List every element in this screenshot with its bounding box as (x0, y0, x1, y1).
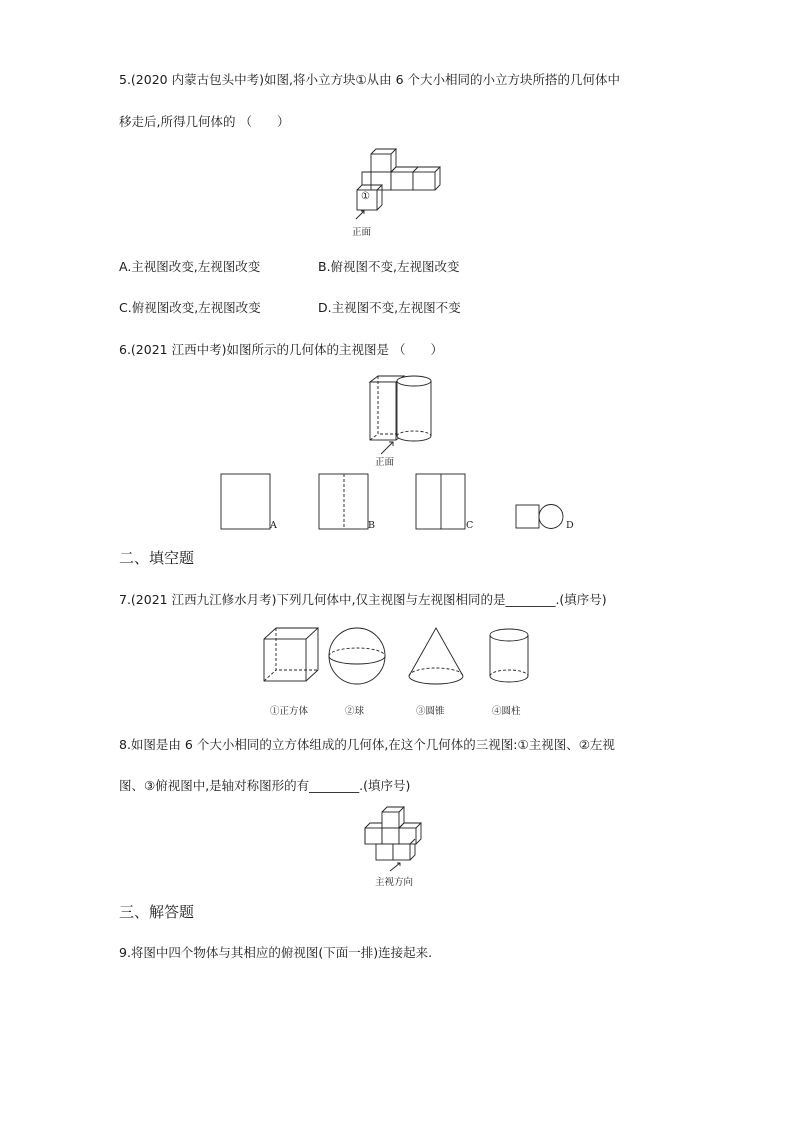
q7-cube (264, 628, 318, 681)
q8-cube-figure (360, 806, 435, 876)
q6-option-a-view (221, 474, 270, 529)
q6-option-c-view (416, 474, 465, 529)
q7-text-line1: 7.(2021 江西九江修水月考)下列几何体中,仅主视图与左视图相同的是________.(填序号) (119, 592, 607, 607)
q6-option-b-view (319, 474, 368, 529)
q5-cube-marker: ① (361, 191, 370, 202)
q6-figure-caption: 正面 (375, 457, 395, 468)
q8-text-line2: 图、③俯视图中,是轴对称图形的有________.(填序号) (119, 778, 411, 793)
q8-text-line1: 8.如图是由 6 个大小相同的立方体组成的几何体,在这个几何体的三视图:①主视图、②左视 (119, 737, 615, 752)
q7-solids-figure (262, 626, 537, 688)
q7-cone (409, 628, 463, 684)
q5-cube-figure (350, 148, 450, 223)
section-heading-fill-in: 二、填空题 (119, 549, 195, 567)
q6-option-d-view (516, 505, 539, 528)
q8-figure-caption: 主视方向 (375, 877, 414, 888)
q7-label-cylinder: ④圆柱 (492, 706, 521, 717)
q7-sphere (329, 628, 385, 684)
q7-label-cone: ③圆锥 (416, 706, 445, 717)
q6-option-d-label: D (566, 520, 574, 531)
q6-option-c-label: C (466, 520, 474, 531)
q6-option-a-label: A (270, 520, 277, 531)
q5-option-b: B.俯视图不变,左视图改变 (318, 259, 460, 274)
q6-solid-figure (365, 374, 440, 464)
q6-option-b-label: B (368, 520, 375, 531)
section-heading-solutions: 三、解答题 (119, 903, 195, 921)
q5-option-d: D.主视图不变,左视图不变 (318, 300, 461, 315)
q5-text-line2: 移走后,所得几何体的 （ ） (119, 114, 290, 129)
q5-text-line1: 5.(2020 内蒙古包头中考)如图,将小立方块①从由 6 个大小相同的小立方块所搭的几何体中 (119, 72, 621, 87)
q7-cylinder (490, 629, 528, 682)
q7-label-cube: ①正方体 (270, 706, 309, 717)
q6-text-line1: 6.(2021 江西中考)如图所示的几何体的主视图是 （ ） (119, 342, 443, 357)
q5-figure-caption: 正面 (352, 227, 372, 238)
q9-text-line1: 9.将图中四个物体与其相应的俯视图(下面一排)连接起来. (119, 945, 433, 960)
q5-option-c: C.俯视图改变,左视图改变 (119, 300, 261, 315)
q5-option-a: A.主视图改变,左视图改变 (119, 259, 261, 274)
q7-label-sphere: ②球 (345, 706, 365, 717)
